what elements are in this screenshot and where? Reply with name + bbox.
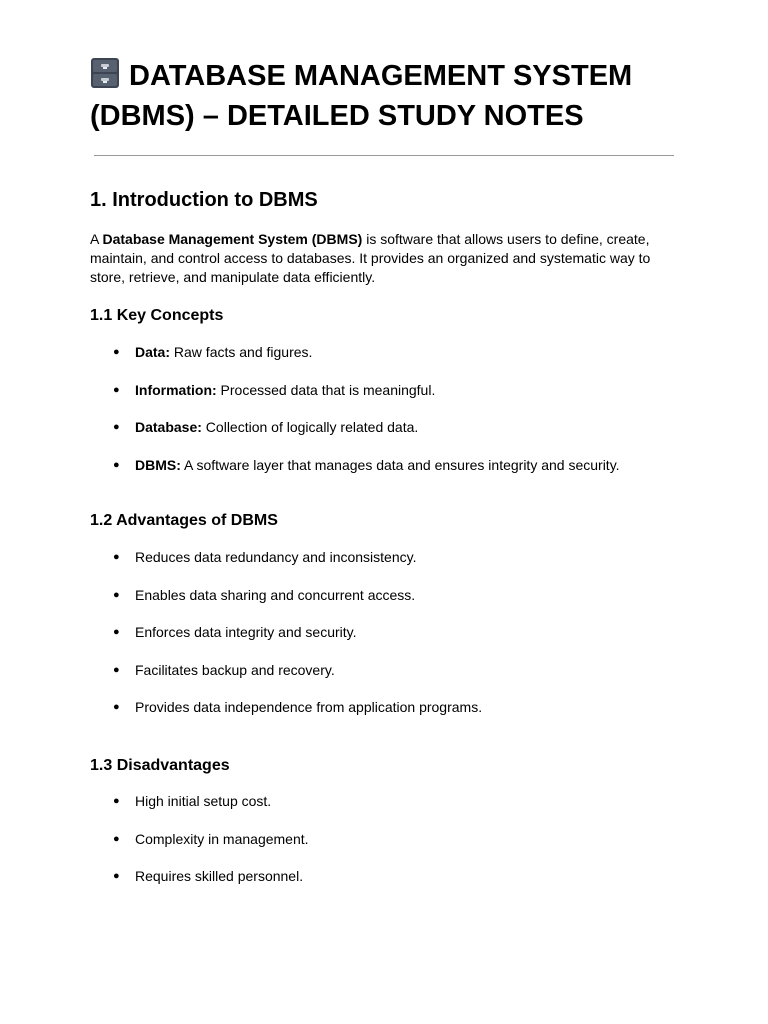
bullet-icon: ● [113, 663, 120, 676]
bullet-icon: ● [113, 383, 120, 396]
disadvantage-text: High initial setup cost. [135, 793, 272, 809]
bullet-icon: ● [113, 870, 120, 883]
bullet-icon: ● [113, 551, 120, 563]
disadvantages-list [112, 792, 309, 905]
file-cabinet-icon [90, 57, 120, 89]
list-item [112, 418, 620, 456]
bullet-icon: ● [113, 346, 120, 358]
advantage-text: Enables data sharing and concurrent access. [135, 586, 416, 603]
list-item [112, 586, 482, 624]
concept-term: Data: [135, 344, 171, 360]
list-item [112, 343, 620, 381]
concept-term: DBMS: [135, 456, 181, 473]
subheading-advantages: 1.2 Advantages of DBMS [90, 512, 278, 529]
intro-bold-term: Database Management System (DBMS) [102, 231, 363, 247]
intro-suffix: is software that allows users to define, create, maintain, and control access to databases. It provides an organized and systematic way to store, retrieve, and manipulate data efficiently. [90, 231, 651, 285]
advantage-text: Enforces data integrity and security. [135, 624, 357, 641]
concept-term: Database: [135, 419, 202, 436]
advantage-text: Facilitates backup and recovery. [135, 661, 335, 678]
bullet-icon: ● [113, 626, 120, 639]
concept-text: Collection of logically related data. [201, 419, 419, 436]
bullet-icon: ● [113, 458, 120, 471]
list-item [112, 792, 309, 830]
bullet-icon: ● [113, 588, 120, 601]
bullet-icon: ● [113, 832, 120, 845]
list-item [112, 830, 309, 868]
horizontal-divider [94, 155, 674, 156]
advantage-text: Reduces data redundancy and inconsistency. [135, 549, 417, 565]
page-title-text: DATABASE MANAGEMENT SYSTEM (DBMS) – DETAILED STUDY NOTES [90, 60, 633, 132]
list-item [112, 867, 309, 905]
list-item [112, 698, 482, 736]
advantages-list [112, 548, 482, 736]
advantage-text: Provides data independence from application programs. [135, 699, 483, 716]
bullet-icon: ● [113, 795, 120, 807]
intro-prefix: A [90, 231, 103, 247]
disadvantage-text: Complexity in management. [135, 830, 309, 847]
disadvantage-text: Requires skilled personnel. [135, 868, 304, 885]
intro-paragraph [90, 230, 675, 287]
page-title [90, 56, 690, 136]
subheading-disadvantages: 1.3 Disadvantages [90, 757, 230, 774]
list-item [112, 548, 482, 586]
list-item [112, 623, 482, 661]
concept-term: Information: [135, 381, 217, 398]
list-item [112, 661, 482, 699]
bullet-icon: ● [113, 421, 120, 434]
section-heading-intro: 1. Introduction to DBMS [90, 189, 318, 211]
key-concepts-list [112, 343, 620, 493]
concept-text: A software layer that manages data and ensures integrity and security. [180, 456, 620, 473]
list-item [112, 456, 620, 494]
bullet-icon: ● [113, 701, 120, 714]
concept-text: Processed data that is meaningful. [216, 381, 436, 398]
concept-text: Raw facts and figures. [170, 344, 313, 360]
subheading-key-concepts: 1.1 Key Concepts [90, 307, 224, 324]
list-item [112, 381, 620, 419]
